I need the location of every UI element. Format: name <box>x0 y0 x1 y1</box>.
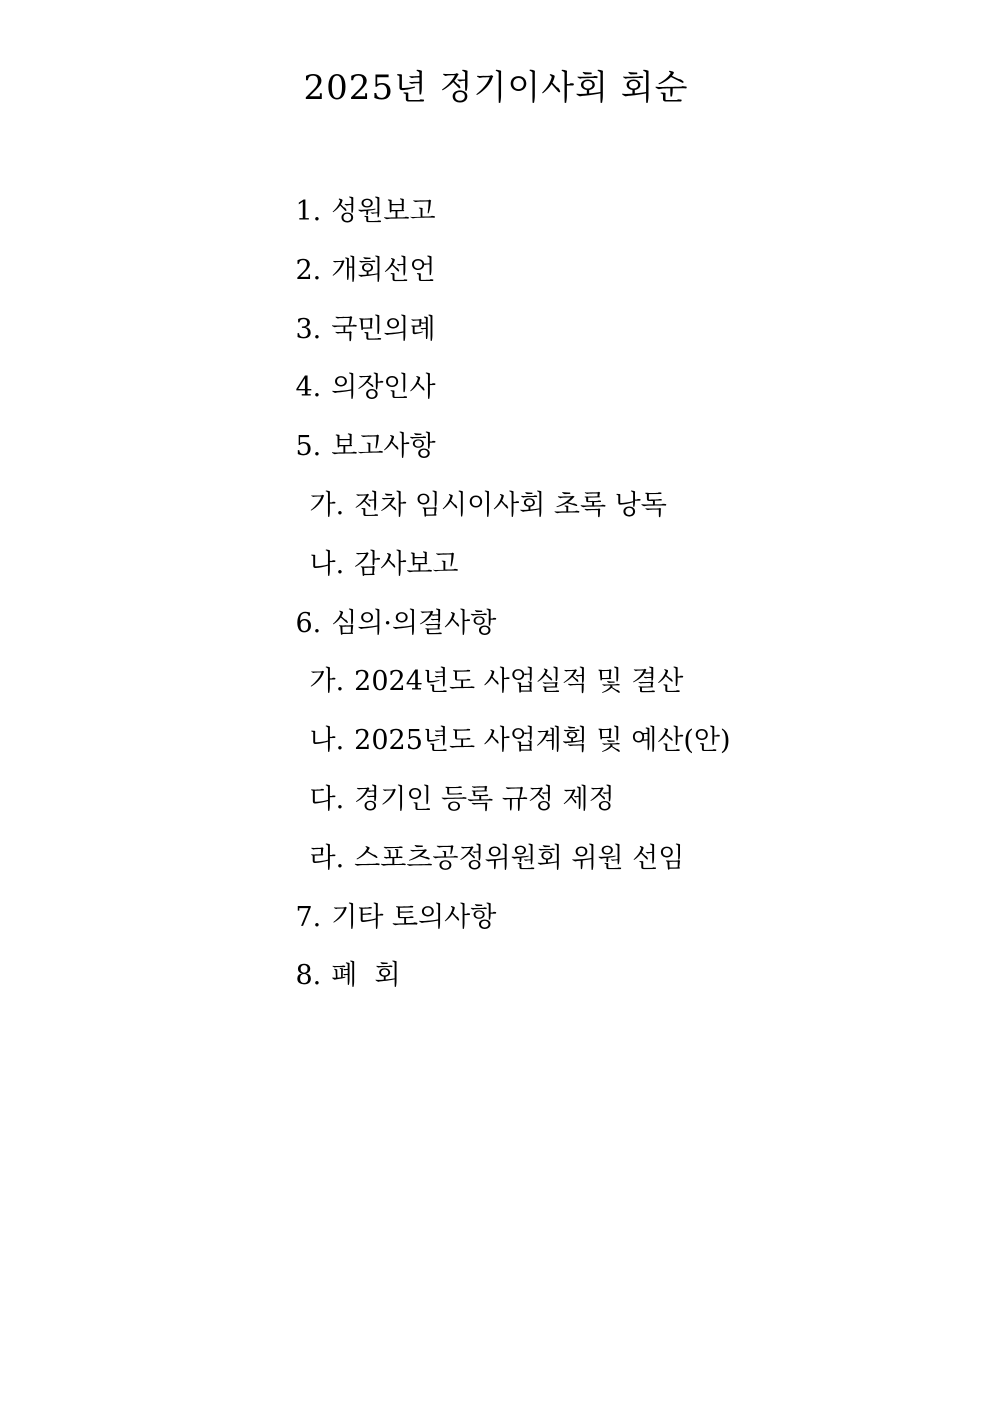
agenda-item-number: 2. <box>295 254 322 286</box>
agenda-subitem-text: 감사보고 <box>354 548 459 580</box>
agenda-item-text: 국민의례 <box>331 313 436 345</box>
agenda-item-text: 보고사항 <box>331 431 436 463</box>
agenda-item-text: 개회선언 <box>331 254 436 286</box>
agenda-subitem-number: 가. <box>309 666 345 698</box>
agenda-item-1 <box>244 140 944 227</box>
agenda-item-number: 3. <box>295 313 322 345</box>
agenda-item-text: 기타 토의사항 <box>331 901 497 933</box>
agenda-item-number: 7. <box>295 901 322 933</box>
agenda-item-number: 5. <box>295 431 322 463</box>
agenda-item-text: 심의·의결사항 <box>331 607 497 639</box>
agenda-item-text: 성원보고 <box>331 196 436 227</box>
agenda-item-text: 의장인사 <box>331 372 436 404</box>
agenda-subitem-text: 스포츠공정위원회 위원 선임 <box>354 842 685 874</box>
agenda-item-number: 6. <box>295 607 322 639</box>
agenda-item-number: 8. <box>295 960 322 992</box>
agenda-subitem-number: 라. <box>309 842 345 874</box>
agenda-subitem-text: 전차 임시이사회 초록 낭독 <box>354 489 667 521</box>
agenda-subitem-number: 나. <box>309 725 345 757</box>
agenda-subitem-number: 나. <box>309 548 345 580</box>
page-title: 2025년 정기이사회 회순 <box>303 68 689 108</box>
agenda-item-number: 4. <box>295 372 322 404</box>
agenda-subitem-text: 2024년도 사업실적 및 결산 <box>354 666 684 698</box>
agenda-item-text: 폐 회 <box>331 960 401 992</box>
agenda-item-number: 1. <box>295 196 322 227</box>
agenda-subitem-text: 경기인 등록 규정 제정 <box>354 783 615 815</box>
agenda-subitem-text: 2025년도 사업계획 및 예산(안) <box>354 725 731 757</box>
agenda-subitem-number: 다. <box>309 783 345 815</box>
agenda-list <box>244 140 944 992</box>
agenda-subitem-number: 가. <box>309 489 345 521</box>
